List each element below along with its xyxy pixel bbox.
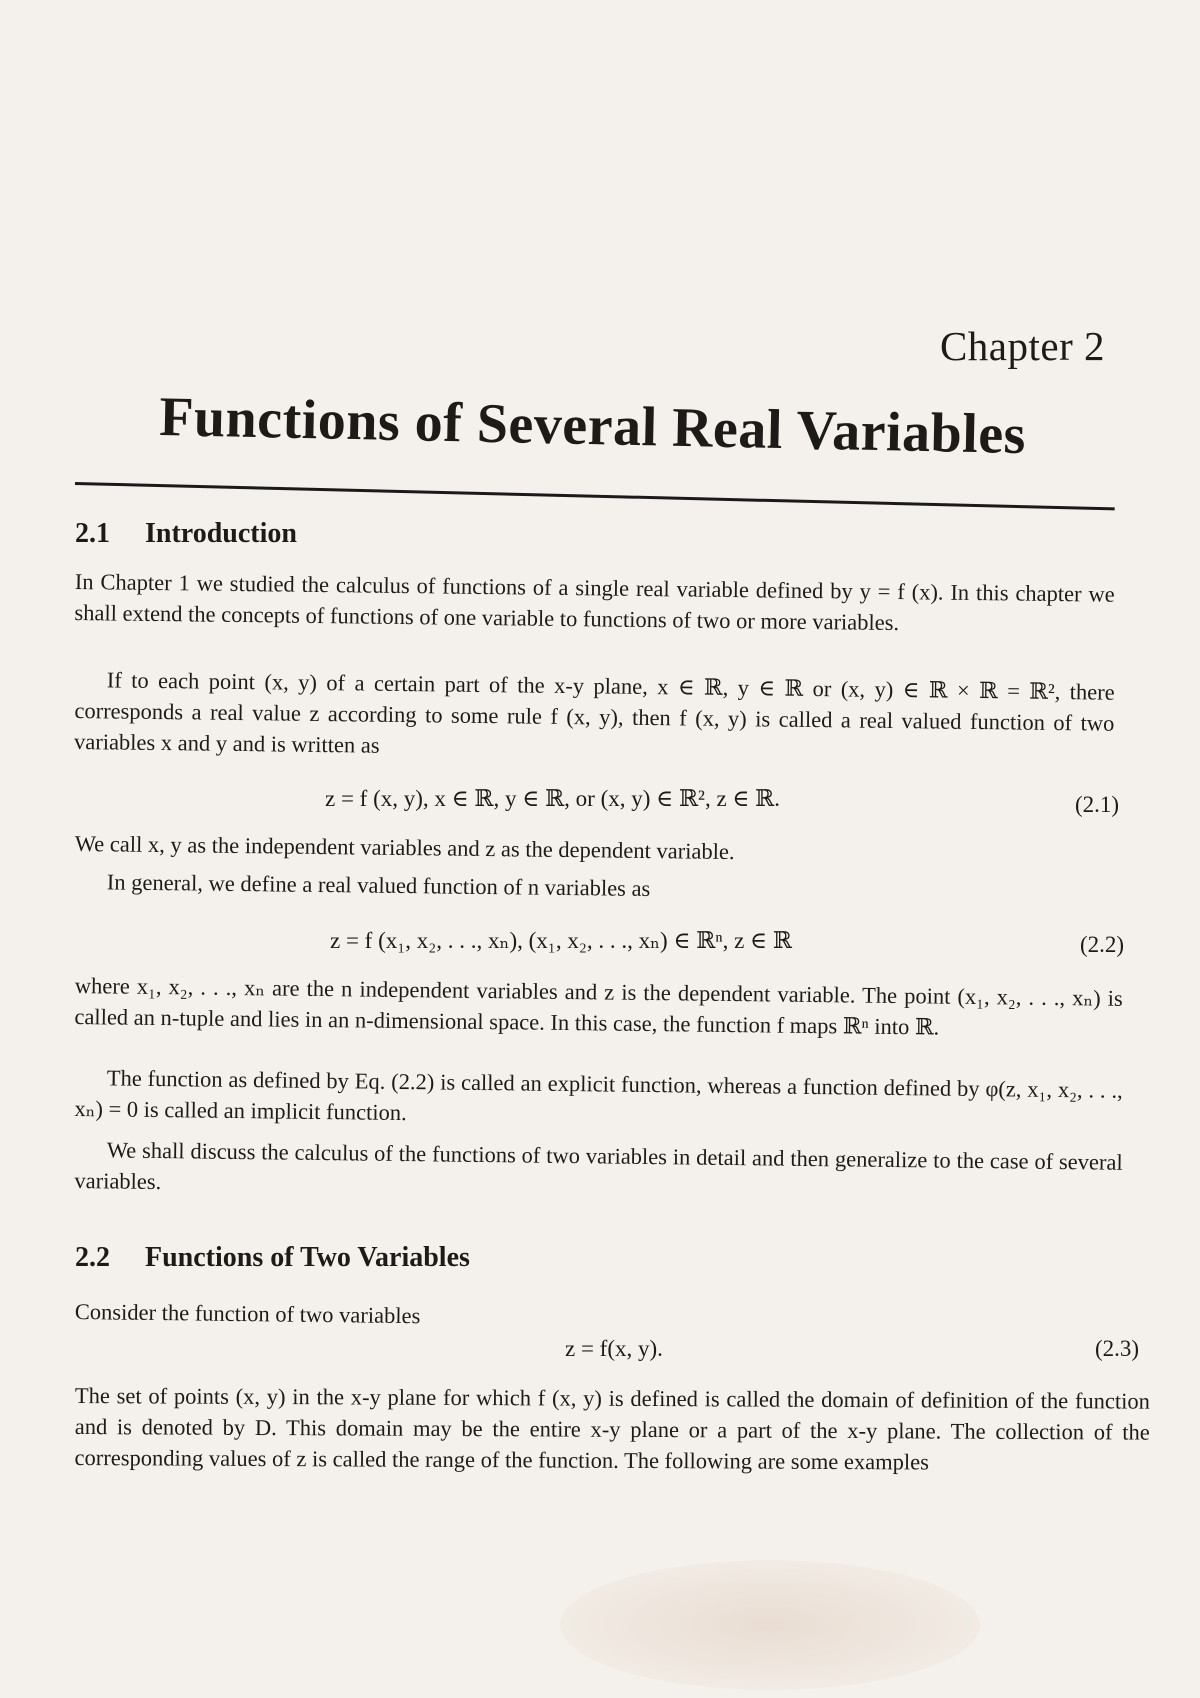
section-heading-intro	[75, 518, 297, 550]
intro-paragraph-5: where x₁, x₂, . . ., xₙ are the n independent variables and z is the dependent variable. The point (x₁, x₂, . . ., xₙ) is called an n-tuple and lies in an n-dimensional space. In this case, the function f maps ℝⁿ into ℝ.	[74, 972, 1123, 1040]
equation-number-2-1: (2.1)	[1075, 792, 1120, 817]
equation-2-3: z = f(x, y).	[565, 1336, 663, 1361]
intro-paragraph-3: We call x, y as the independent variables and z as the dependent variable.	[74, 830, 735, 865]
intro-paragraph-6: The function as defined by Eq. (2.2) is called an explicit function, whereas a function defined by φ(z, x₁, x₂, . . ., xₙ) = 0 is called an implicit function.	[74, 1065, 1123, 1126]
section-title: Introduction	[145, 518, 297, 549]
section-number: 2.1	[75, 518, 110, 549]
equation-number-2-2: (2.2)	[1080, 932, 1125, 957]
page-stain	[560, 1560, 980, 1690]
section-title: Functions of Two Variables	[145, 1242, 470, 1273]
intro-paragraph-2: If to each point (x, y) of a certain part of the x-y plane, x ∈ ℝ, y ∈ ℝ or (x, y) ∈ ℝ × ℝ = ℝ², there corresponds a real value z according to some rule f (x, y), then f (x, y) is called a real valued function of two variables x and y and is written as	[73, 667, 1115, 758]
equation-number-2-3: (2.3)	[1095, 1336, 1140, 1361]
equation-2-1: z = f (x, y), x ∈ ℝ, y ∈ ℝ, or (x, y) ∈ ℝ², z ∈ ℝ.	[325, 786, 781, 811]
two-vars-paragraph-2: The set of points (x, y) in the x-y plane for which f (x, y) is defined is called the domain of definition of the function and is denoted by D. This domain may be the entire x-y plane or a part of the x-y plane. The collection of the corresponding values of z is called the range of the function. The following are some examples	[74, 1383, 1150, 1475]
section-number: 2.2	[75, 1242, 110, 1273]
intro-paragraph-4: In general, we define a real valued function of n variables as	[106, 869, 651, 902]
two-vars-paragraph-1: Consider the function of two variables	[74, 1298, 421, 1329]
equation-2-2: z = f (x₁, x₂, . . ., xₙ), (x₁, x₂, . . ., xₙ) ∈ ℝⁿ, z ∈ ℝ	[330, 928, 792, 953]
title-rule	[75, 482, 1115, 510]
chapter-title: Functions of Several Real Variables	[158, 385, 1027, 467]
chapter-label: Chapter 2	[939, 323, 1105, 369]
intro-paragraph-7: We shall discuss the calculus of the functions of two variables in detail and then generalize to the case of several variables.	[74, 1137, 1123, 1195]
section-heading-two-variables	[75, 1242, 470, 1274]
intro-paragraph-1: In Chapter 1 we studied the calculus of functions of a single real variable defined by y = f (x). In this chapter we shall extend the concepts of functions of one variable to functions of two or more variables.	[74, 568, 1115, 636]
